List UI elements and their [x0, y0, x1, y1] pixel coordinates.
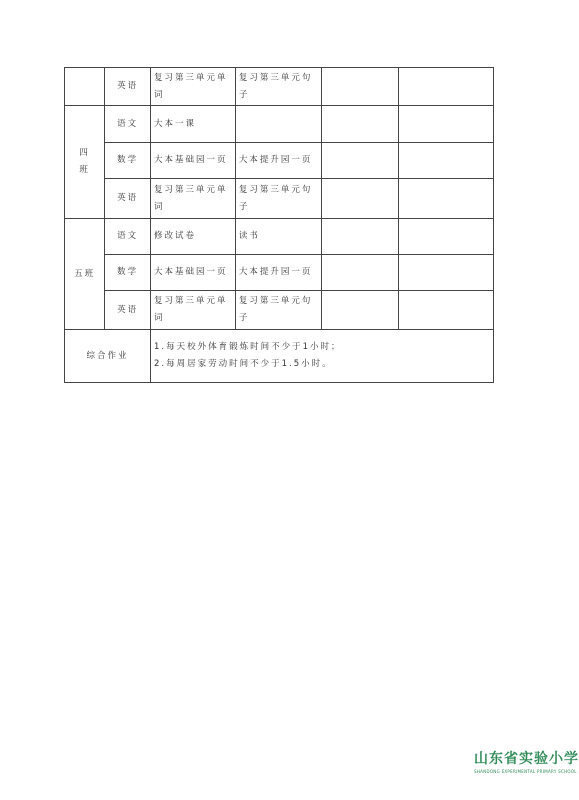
homework-cell: 复习第三单元单词 — [151, 179, 236, 219]
comprehensive-line: 2.每周居家劳动时间不少于1.5小时。 — [154, 359, 333, 369]
subject-cell: 数学 — [105, 255, 151, 291]
table-row — [65, 143, 494, 179]
subject-cell: 英语 — [105, 291, 151, 330]
empty-cell — [399, 106, 494, 143]
subject-cell: 英语 — [105, 68, 151, 106]
homework-cell: 大本一课 — [151, 106, 236, 143]
homework-cell: 修改试卷 — [151, 219, 236, 255]
subject-cell: 语文 — [105, 219, 151, 255]
class-cell-continued — [65, 68, 105, 106]
table-row — [65, 219, 494, 255]
homework-cell: 复习第三单元句子 — [235, 179, 321, 219]
homework-table — [64, 67, 494, 383]
empty-cell — [321, 143, 398, 179]
empty-cell — [321, 255, 398, 291]
homework-cell: 大本基础园一页 — [151, 255, 236, 291]
empty-cell — [321, 106, 398, 143]
table-row — [65, 68, 494, 106]
empty-cell — [399, 68, 494, 106]
homework-cell: 复习第三单元句子 — [235, 291, 321, 330]
school-logo-cn: 山东省实验小学 — [474, 751, 579, 767]
empty-cell — [399, 255, 494, 291]
empty-cell — [321, 68, 398, 106]
school-logo — [474, 748, 579, 798]
homework-cell: 大本提升园一页 — [235, 255, 321, 291]
table-row — [65, 291, 494, 330]
empty-cell — [399, 143, 494, 179]
empty-cell — [399, 291, 494, 330]
comprehensive-line: 1.每天校外体育锻炼时间不少于1小时； — [154, 342, 342, 352]
empty-cell — [321, 179, 398, 219]
homework-cell: 大本基础园一页 — [151, 143, 236, 179]
class-label-cell — [65, 106, 105, 219]
empty-cell — [321, 291, 398, 330]
homework-cell: 读书 — [235, 219, 321, 255]
empty-cell — [399, 179, 494, 219]
homework-cell: 复习第三单元句子 — [235, 68, 321, 106]
class-label: 班 — [79, 165, 90, 175]
class-label-cell — [65, 219, 105, 330]
comprehensive-label: 综合作业 — [65, 330, 151, 383]
subject-cell: 语文 — [105, 106, 151, 143]
school-logo-en: SHANDONG EXPERIMENTAL PRIMARY SCHOOL — [474, 769, 577, 774]
empty-cell — [399, 219, 494, 255]
table-row — [65, 255, 494, 291]
table-row — [65, 330, 494, 383]
homework-cell — [235, 106, 321, 143]
table-row — [65, 106, 494, 143]
subject-cell: 数学 — [105, 143, 151, 179]
homework-cell: 复习第三单元单词 — [151, 68, 236, 106]
homework-cell: 复习第三单元单词 — [151, 291, 236, 330]
table-row — [65, 179, 494, 219]
empty-cell — [321, 219, 398, 255]
homework-cell: 大本提升园一页 — [235, 143, 321, 179]
comprehensive-content — [151, 330, 494, 383]
class-label: 五班 — [74, 268, 96, 279]
subject-cell: 英语 — [105, 179, 151, 219]
class-label: 四 — [79, 148, 90, 158]
